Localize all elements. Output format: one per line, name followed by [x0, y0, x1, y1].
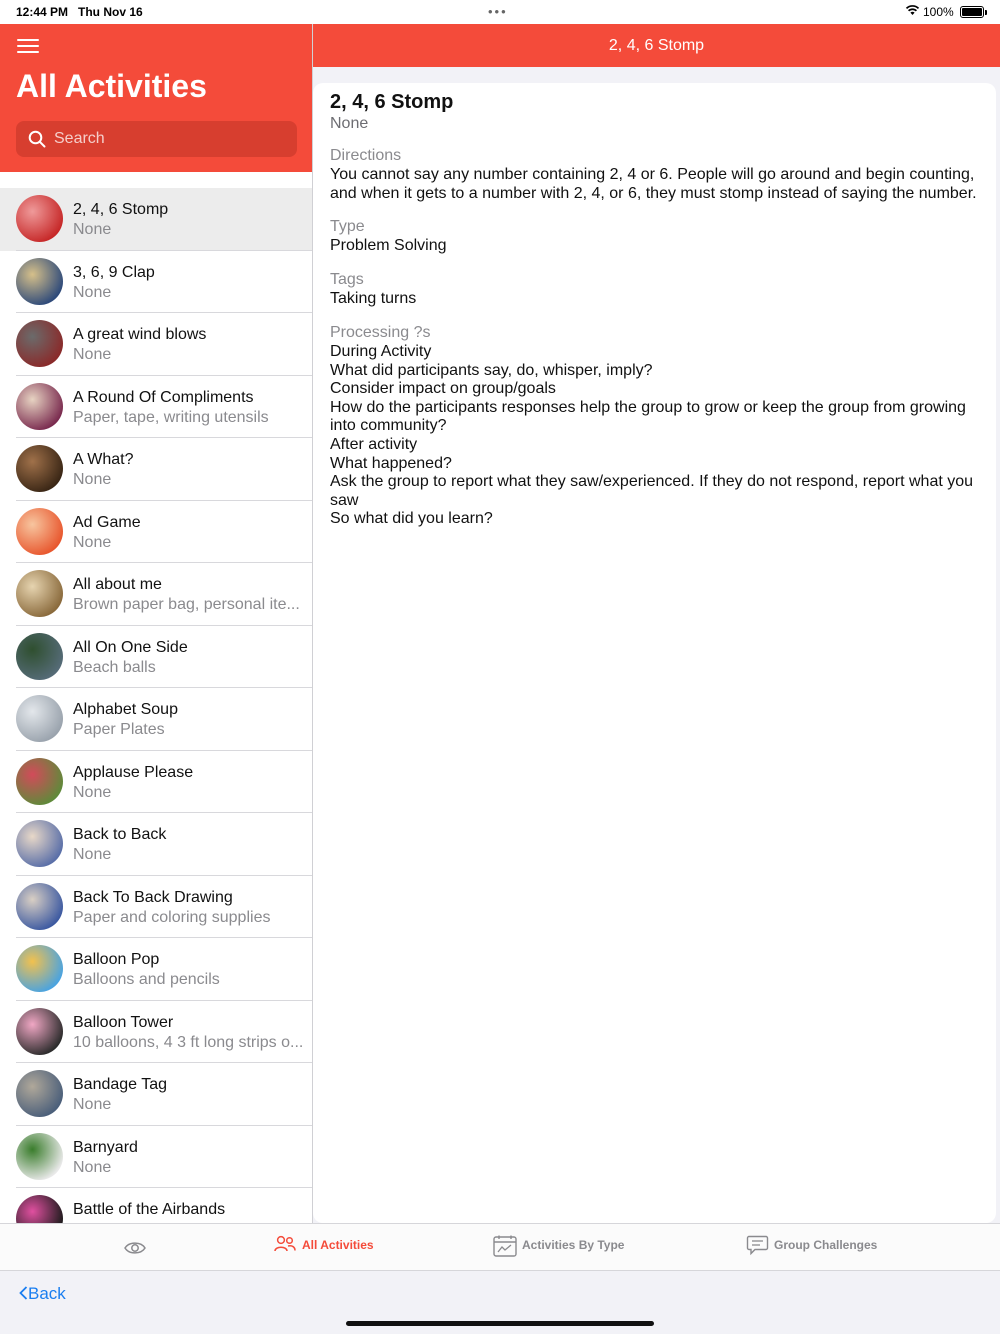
status-time: 12:44 PM — [16, 5, 69, 19]
eye-icon[interactable] — [124, 1241, 146, 1255]
activity-materials: Balloons and pencils — [73, 971, 220, 988]
list-item[interactable] — [0, 188, 312, 251]
activity-name: Applause Please — [73, 763, 194, 781]
processing-line: How do the participants responses help the group to grow or keep the group from growing into community? — [330, 398, 966, 435]
activity-name: Balloon Tower — [73, 1013, 174, 1031]
processing-line: After activity — [330, 435, 418, 453]
processing-questions — [330, 343, 980, 529]
back-button[interactable] — [19, 1284, 66, 1304]
tags-label: Tags — [330, 271, 364, 288]
activity-thumbnail — [16, 758, 63, 805]
wifi-icon — [905, 4, 920, 16]
list-item[interactable] — [0, 1001, 312, 1064]
activity-name: A Round Of Compliments — [73, 388, 254, 406]
calendar-icon — [493, 1235, 517, 1257]
list-item[interactable] — [0, 751, 312, 814]
activity-list — [0, 188, 312, 1251]
activity-materials: None — [73, 346, 112, 363]
detail-pane — [313, 67, 1000, 1223]
activity-thumbnail — [16, 570, 63, 617]
processing-line: Consider impact on group/goals — [330, 380, 556, 398]
status-date: Thu Nov 16 — [78, 5, 143, 19]
activity-thumbnail — [16, 508, 63, 555]
activity-materials: None — [73, 471, 112, 488]
activity-thumbnail — [16, 945, 63, 992]
list-item[interactable] — [0, 313, 312, 376]
status-bar — [0, 0, 1000, 24]
processing-line: What did participants say, do, whisper, imply? — [330, 361, 653, 379]
chat-icon — [747, 1235, 768, 1255]
home-indicator[interactable] — [346, 1321, 654, 1326]
battery-icon — [960, 6, 984, 18]
list-item[interactable] — [0, 688, 312, 751]
activity-thumbnail — [16, 695, 63, 742]
activity-name: Barnyard — [73, 1138, 138, 1156]
chevron-left-icon — [19, 1286, 28, 1300]
activity-materials: None — [73, 783, 112, 801]
activity-thumbnail — [16, 1008, 63, 1055]
activity-materials: None — [73, 1096, 112, 1113]
activity-name: Back To Back Drawing — [73, 888, 233, 906]
list-item[interactable] — [0, 563, 312, 626]
processing-line: During Activity — [330, 343, 432, 360]
activity-thumbnail — [16, 320, 63, 367]
activity-thumbnail — [16, 383, 63, 430]
activity-thumbnail — [16, 1070, 63, 1117]
type-label: Type — [330, 218, 365, 235]
page-title: All Activities — [16, 68, 207, 104]
activity-name: Balloon Pop — [73, 951, 160, 968]
search-icon — [28, 130, 46, 148]
detail-card — [313, 83, 996, 1223]
activity-thumbnail — [16, 195, 63, 242]
activity-materials: None — [73, 533, 112, 551]
activity-name: Bandage Tag — [73, 1076, 168, 1093]
processing-line: Ask the group to report what they saw/experienced. If they do not respond, report what you saw — [330, 473, 974, 509]
activity-materials: 10 balloons, 4 3 ft long strips o... — [73, 1033, 304, 1051]
activity-name: 3, 6, 9 Clap — [73, 263, 155, 281]
tab-all-activities[interactable] — [274, 1238, 374, 1252]
menu-icon[interactable] — [17, 38, 39, 54]
detail-nav-title: 2, 4, 6 Stomp — [608, 37, 705, 54]
list-item[interactable] — [0, 251, 312, 314]
activity-materials: Paper Plates — [73, 721, 165, 738]
directions-label: Directions — [330, 147, 402, 164]
processing-label: Processing ?s — [330, 324, 431, 341]
list-item[interactable] — [0, 438, 312, 501]
activity-name: All On One Side — [73, 638, 188, 656]
list-item[interactable] — [0, 813, 312, 876]
activity-name: All about me — [73, 576, 162, 593]
activity-thumbnail — [16, 883, 63, 930]
tab-label: Group Challenges — [774, 1238, 878, 1252]
sidebar — [0, 24, 312, 1223]
processing-line: So what did you learn? — [330, 510, 493, 528]
activity-title: 2, 4, 6 Stomp — [330, 91, 454, 113]
list-item[interactable] — [0, 938, 312, 1001]
directions-text: You cannot say any number containing 2, 4 or 6. People will go around and begin counting, and when it gets to a number with 2, 4, or 6, they must stomp instead of saying the number. — [330, 166, 977, 202]
bottom-toolbar — [0, 1271, 1000, 1334]
battery-percent: 100% — [923, 5, 954, 19]
activity-name: A great wind blows — [73, 326, 207, 343]
activity-materials: Paper and coloring supplies — [73, 908, 271, 926]
activity-thumbnail — [16, 1133, 63, 1180]
list-item[interactable] — [0, 1126, 312, 1189]
tab-label: Activities By Type — [522, 1238, 625, 1252]
activity-thumbnail — [16, 633, 63, 680]
list-item[interactable] — [0, 876, 312, 939]
activity-materials: None — [330, 115, 369, 132]
tab-activities-by-type[interactable] — [493, 1238, 624, 1252]
multitasking-dots-icon[interactable]: ••• — [488, 4, 508, 19]
activity-name: 2, 4, 6 Stomp — [73, 201, 169, 218]
activity-name: Ad Game — [73, 513, 141, 531]
list-item[interactable] — [0, 626, 312, 689]
activity-name: A What? — [73, 451, 134, 468]
activity-name: Back to Back — [73, 826, 167, 843]
tab-group-challenges[interactable] — [747, 1238, 877, 1252]
activity-name: Battle of the Airbands — [73, 1201, 226, 1218]
activity-materials: None — [73, 221, 112, 238]
list-item[interactable] — [0, 501, 312, 564]
processing-line: What happened? — [330, 454, 452, 472]
activity-thumbnail — [16, 820, 63, 867]
list-item[interactable] — [0, 1063, 312, 1126]
back-label: Back — [28, 1284, 66, 1303]
tab-label: All Activities — [302, 1238, 374, 1252]
activity-materials: None — [73, 1158, 112, 1176]
activity-thumbnail — [16, 445, 63, 492]
activity-name: Alphabet Soup — [73, 701, 178, 718]
type-value: Problem Solving — [330, 237, 447, 254]
activity-materials: Brown paper bag, personal ite... — [73, 596, 300, 613]
people-icon — [274, 1235, 296, 1253]
tab-bar — [0, 1223, 1000, 1271]
search-input[interactable] — [54, 121, 284, 157]
activity-thumbnail — [16, 258, 63, 305]
sidebar-header — [0, 24, 312, 172]
activity-materials: Beach balls — [73, 658, 156, 676]
search-bar[interactable] — [16, 121, 297, 157]
tags-value: Taking turns — [330, 290, 417, 307]
activity-materials: None — [73, 846, 112, 863]
list-item[interactable] — [0, 376, 312, 439]
detail-nav-bar — [313, 24, 1000, 67]
activity-materials: None — [73, 283, 112, 301]
activity-materials: Paper, tape, writing utensils — [73, 408, 269, 426]
